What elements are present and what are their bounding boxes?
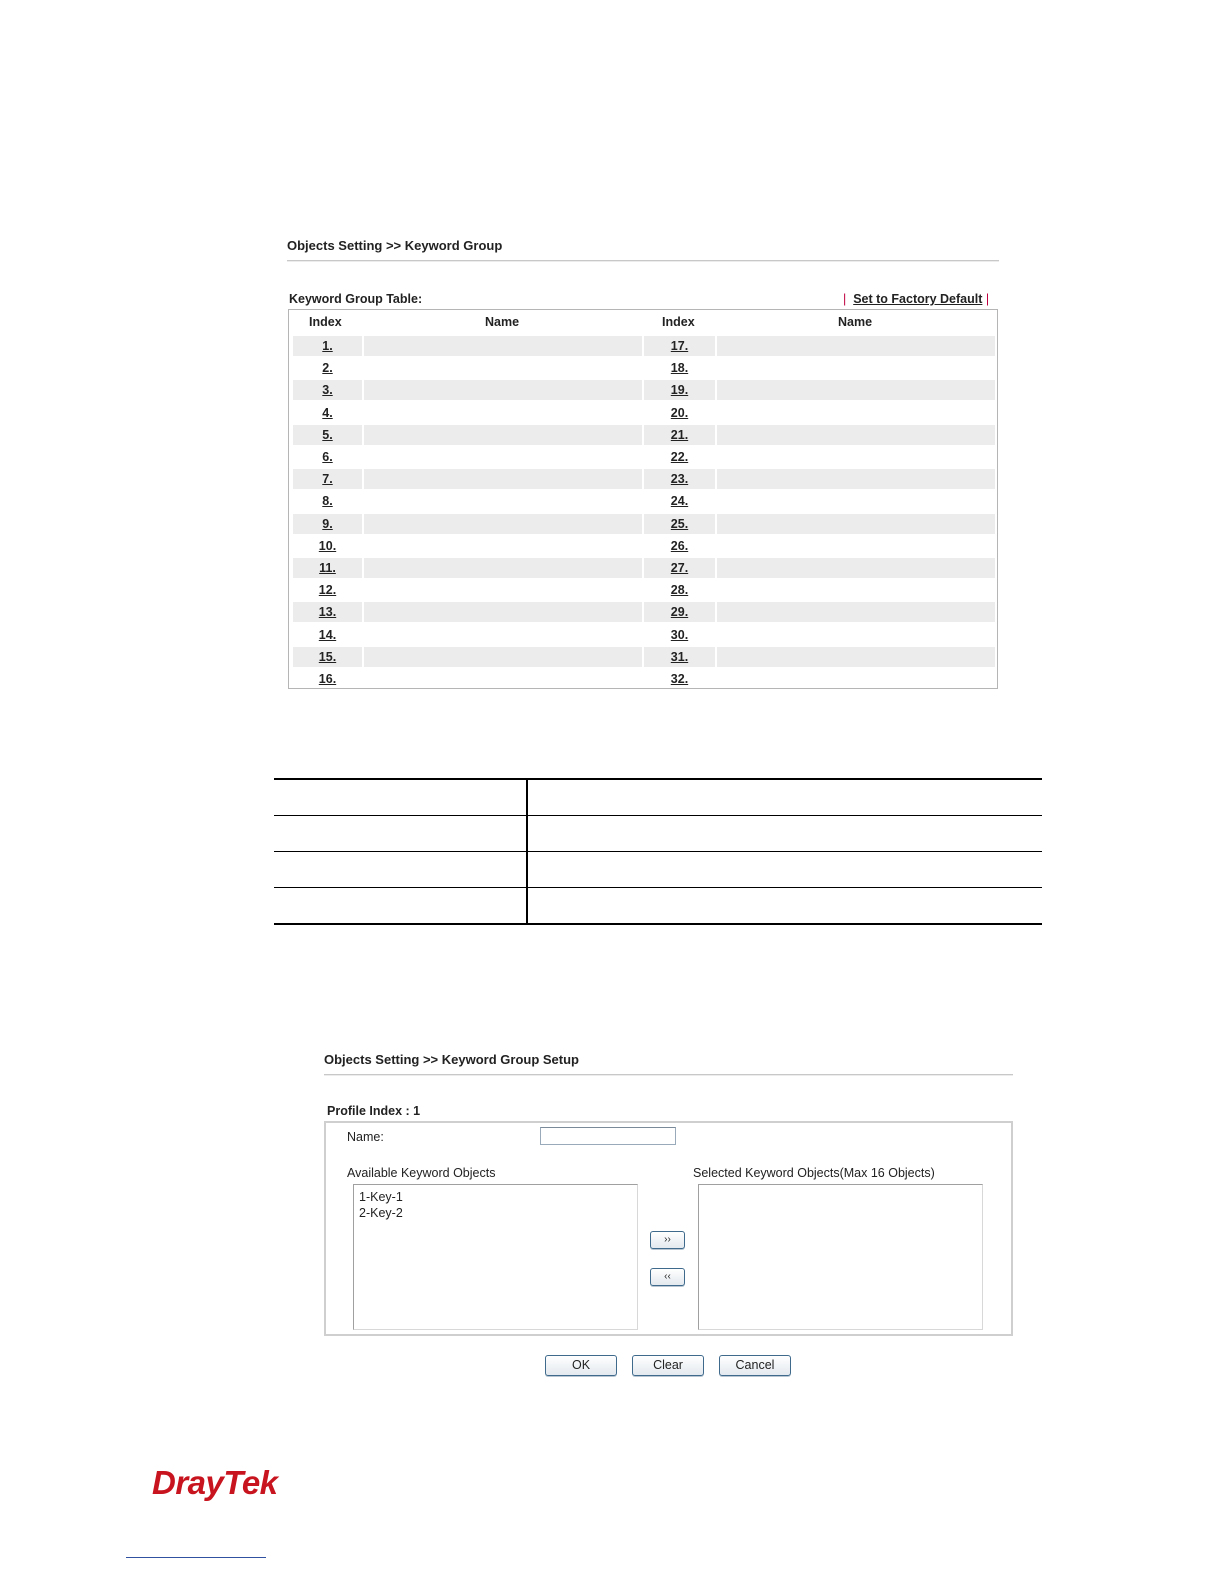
index-cell — [293, 380, 362, 400]
index-cell — [644, 536, 715, 556]
profile-index-link[interactable]: 7. — [322, 472, 333, 487]
table-bottom-rule — [274, 923, 1042, 925]
table-row — [291, 469, 995, 489]
profile-index-link[interactable]: 31. — [670, 649, 689, 664]
table-row — [291, 669, 995, 689]
profile-index-link[interactable]: 10. — [318, 538, 337, 553]
table-row — [291, 580, 995, 600]
profile-index-link[interactable]: 28. — [670, 583, 689, 598]
index-cell — [293, 425, 362, 445]
name-cell — [364, 380, 642, 400]
index-cell — [293, 580, 362, 600]
index-cell — [644, 425, 715, 445]
draytek-logo: DrayTek — [152, 1464, 278, 1501]
profile-index-link[interactable]: 16. — [318, 672, 337, 686]
name-cell — [717, 425, 995, 445]
name-cell — [364, 536, 642, 556]
footer-rule — [126, 1557, 266, 1558]
profile-index-link[interactable]: 5. — [322, 427, 333, 442]
profile-index-link[interactable]: 12. — [318, 583, 337, 598]
name-cell — [364, 491, 642, 511]
name-cell — [364, 403, 642, 423]
cancel-button[interactable]: Cancel — [719, 1355, 791, 1376]
profile-index-link[interactable]: 14. — [318, 627, 337, 642]
profile-index-link[interactable]: 29. — [670, 605, 689, 620]
name-cell — [717, 447, 995, 467]
name-cell — [364, 580, 642, 600]
breadcrumb-divider — [324, 1074, 1013, 1076]
index-cell — [293, 669, 362, 689]
index-cell — [644, 447, 715, 467]
name-cell — [364, 625, 642, 645]
index-cell — [293, 336, 362, 356]
name-cell — [364, 602, 642, 622]
column-header-index: Index — [309, 315, 342, 329]
clear-button[interactable]: Clear — [632, 1355, 704, 1376]
index-cell — [293, 602, 362, 622]
name-cell — [717, 558, 995, 578]
table-top-rule — [274, 778, 1042, 780]
column-header-index: Index — [662, 315, 695, 329]
page-breadcrumb-keyword-group: Objects Setting >> Keyword Group — [287, 238, 503, 253]
index-cell — [644, 469, 715, 489]
table-row — [291, 358, 995, 378]
profile-index-link[interactable]: 17. — [670, 339, 689, 353]
index-cell — [644, 625, 715, 645]
factory-default-area — [843, 292, 989, 306]
index-cell — [293, 625, 362, 645]
index-cell — [293, 647, 362, 667]
table-row — [291, 536, 995, 556]
index-cell — [293, 358, 362, 378]
table-row-rule — [274, 887, 1042, 888]
name-input[interactable] — [540, 1127, 676, 1145]
index-cell — [293, 536, 362, 556]
name-cell — [364, 647, 642, 667]
add-object-button[interactable]: ›› — [650, 1231, 685, 1249]
name-cell — [717, 536, 995, 556]
profile-index-link[interactable]: 18. — [670, 361, 689, 376]
index-cell — [644, 558, 715, 578]
profile-index-link[interactable]: 4. — [322, 405, 333, 420]
name-cell — [364, 336, 642, 356]
index-cell — [644, 647, 715, 667]
profile-index-link[interactable]: 11. — [319, 561, 336, 575]
keyword-group-table — [288, 309, 998, 689]
index-cell — [644, 491, 715, 511]
name-cell — [717, 514, 995, 534]
table-column-rule — [526, 778, 528, 925]
table-row — [291, 425, 995, 445]
name-label: Name: — [347, 1130, 384, 1144]
set-to-factory-default-link[interactable]: Set to Factory Default — [853, 292, 983, 306]
name-cell — [717, 669, 995, 689]
available-keyword-objects-list[interactable] — [353, 1184, 638, 1330]
profile-index-label: Profile Index : 1 — [327, 1104, 421, 1118]
profile-index-link[interactable]: 1. — [322, 339, 333, 353]
name-cell — [717, 358, 995, 378]
name-cell — [717, 491, 995, 511]
table-row — [291, 380, 995, 400]
profile-index-link[interactable]: 30. — [670, 627, 689, 642]
profile-index-link[interactable]: 32. — [670, 672, 689, 686]
index-cell — [644, 358, 715, 378]
index-cell — [293, 514, 362, 534]
available-keyword-objects-label: Available Keyword Objects — [347, 1166, 496, 1180]
profile-index-link[interactable]: 2. — [322, 361, 333, 376]
profile-index-link[interactable]: 19. — [670, 383, 689, 398]
profile-index-link[interactable]: 6. — [322, 450, 333, 464]
index-cell — [644, 380, 715, 400]
index-cell — [644, 602, 715, 622]
separator: | — [985, 292, 990, 306]
name-cell — [364, 514, 642, 534]
index-cell — [293, 447, 362, 467]
table-row — [291, 602, 995, 622]
profile-index-link[interactable]: 20. — [670, 405, 689, 420]
index-cell — [293, 469, 362, 489]
name-cell — [717, 580, 995, 600]
table-row — [291, 558, 995, 578]
name-cell — [717, 602, 995, 622]
profile-index-link[interactable]: 8. — [322, 494, 333, 509]
name-cell — [364, 447, 642, 467]
selected-keyword-objects-label: Selected Keyword Objects(Max 16 Objects) — [693, 1166, 935, 1180]
table-row-rule — [274, 815, 1042, 816]
name-cell — [364, 669, 642, 689]
index-cell — [293, 491, 362, 511]
name-cell — [364, 469, 642, 489]
page-breadcrumb-keyword-group-setup: Objects Setting >> Keyword Group Setup — [324, 1052, 579, 1067]
table-row — [291, 403, 995, 423]
name-cell — [364, 358, 642, 378]
profile-index-link[interactable]: 3. — [322, 383, 333, 398]
name-cell — [364, 425, 642, 445]
name-cell — [717, 403, 995, 423]
profile-index-link[interactable]: 23. — [670, 472, 689, 487]
profile-index-link[interactable]: 9. — [322, 516, 333, 531]
name-cell — [364, 558, 642, 578]
table-row — [291, 514, 995, 534]
table-row — [291, 625, 995, 645]
list-item[interactable]: 2-Key-2 — [359, 1206, 403, 1220]
profile-index-link[interactable]: 15. — [318, 649, 337, 664]
table-row — [291, 447, 995, 467]
table-row-rule — [274, 851, 1042, 852]
index-cell — [293, 403, 362, 423]
index-cell — [644, 403, 715, 423]
column-header-name: Name — [838, 315, 873, 329]
column-header-name: Name — [485, 315, 520, 329]
profile-index-link[interactable]: 13. — [318, 605, 337, 620]
name-cell — [717, 380, 995, 400]
name-cell — [717, 625, 995, 645]
profile-index-link[interactable]: 26. — [670, 538, 689, 553]
remove-object-button[interactable]: ‹‹ — [650, 1268, 685, 1286]
name-cell — [717, 469, 995, 489]
index-cell — [644, 580, 715, 600]
breadcrumb-divider — [287, 260, 999, 262]
selected-keyword-objects-list[interactable] — [698, 1184, 983, 1330]
index-cell — [644, 514, 715, 534]
profile-index-link[interactable]: 21. — [670, 427, 689, 442]
name-cell — [717, 336, 995, 356]
index-cell — [644, 669, 715, 689]
profile-index-link[interactable]: 25. — [670, 516, 689, 531]
index-cell — [644, 336, 715, 356]
list-item[interactable]: 1-Key-1 — [359, 1190, 403, 1204]
table-row — [291, 336, 995, 356]
index-cell — [293, 558, 362, 578]
profile-index-link[interactable]: 27. — [670, 561, 689, 575]
profile-index-link[interactable]: 24. — [670, 494, 689, 509]
ok-button[interactable]: OK — [545, 1355, 617, 1376]
table-row — [291, 647, 995, 667]
name-cell — [717, 647, 995, 667]
separator: | — [843, 292, 847, 306]
keyword-group-table-caption: Keyword Group Table: — [289, 292, 423, 306]
profile-index-link[interactable]: 22. — [670, 450, 689, 464]
table-row — [291, 491, 995, 511]
